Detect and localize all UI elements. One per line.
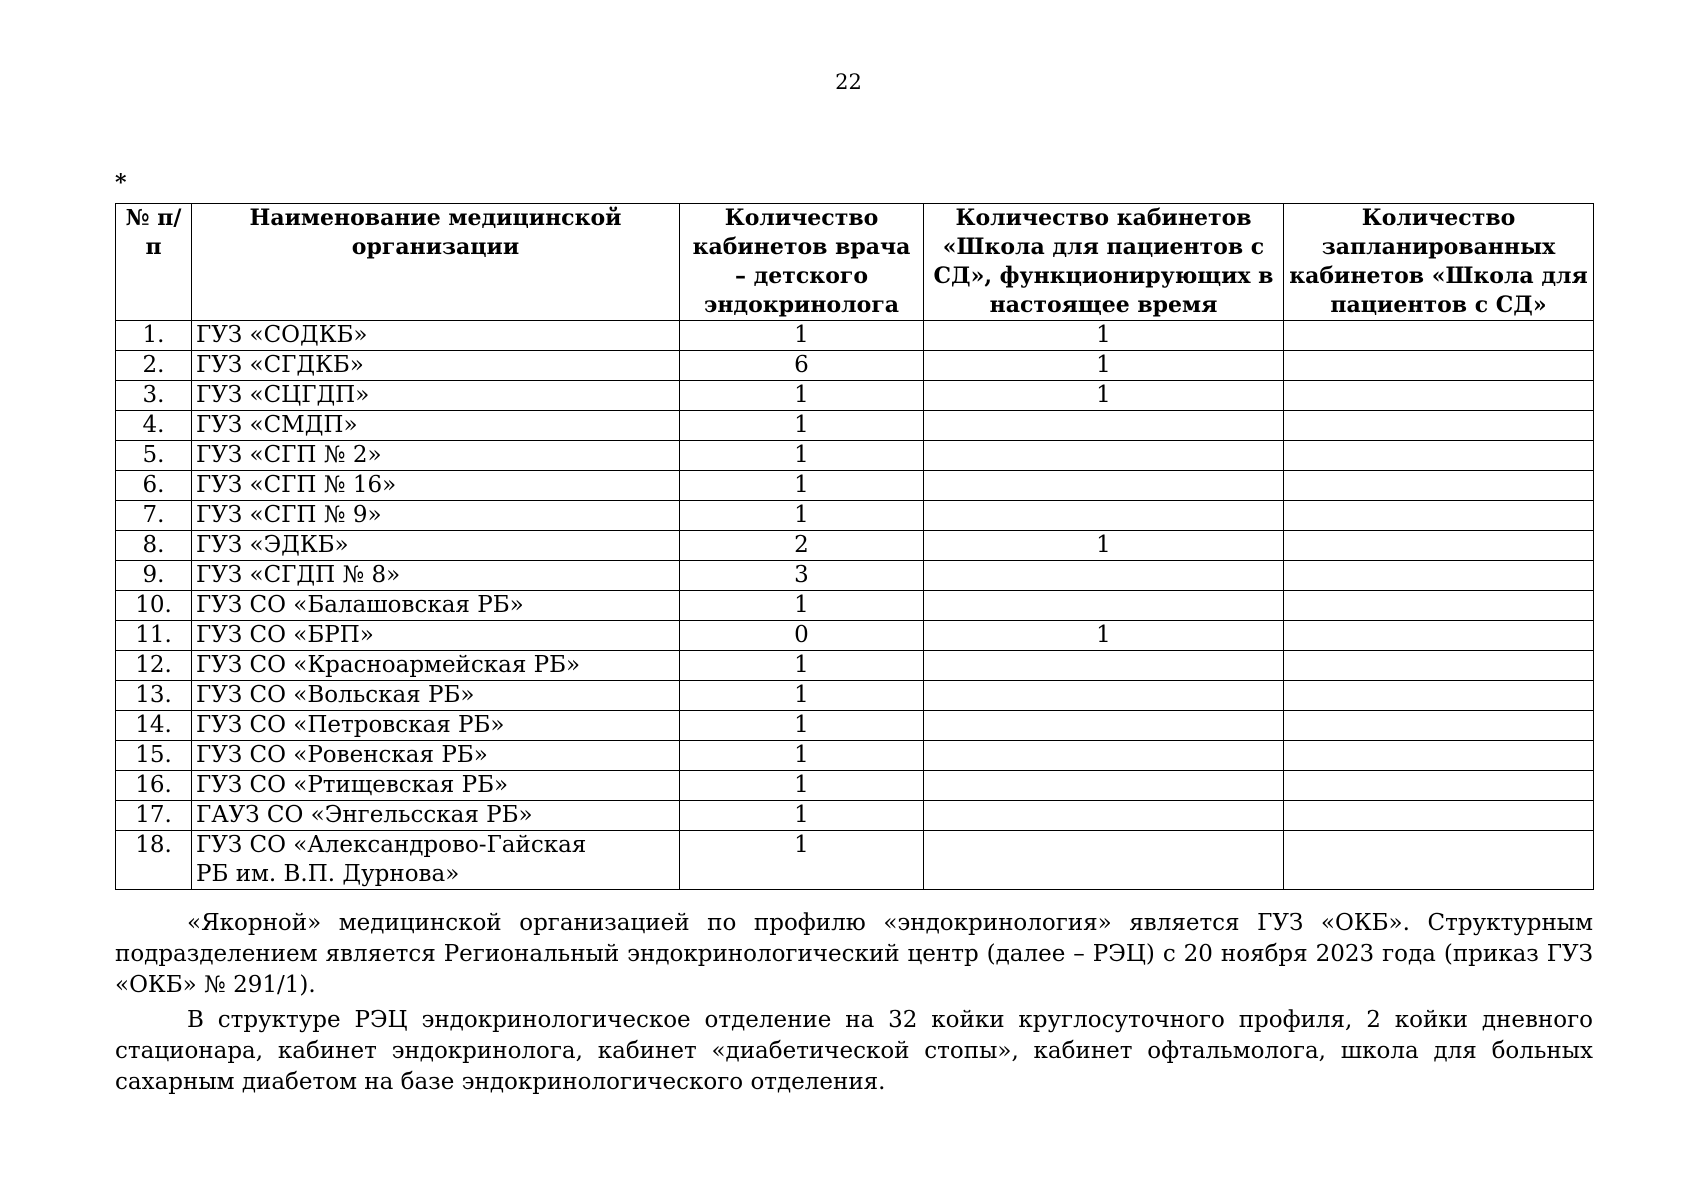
row-number: 3. [116, 381, 192, 411]
organization-name: ГУЗ «СГП № 2» [192, 441, 680, 471]
school-cabinets-planned [1284, 471, 1594, 501]
table-row [116, 501, 1594, 531]
school-cabinets-current [924, 831, 1284, 890]
organization-name: ГУЗ «СГП № 16» [192, 471, 680, 501]
endocrinologist-cabinets: 1 [680, 831, 924, 890]
school-cabinets-planned [1284, 741, 1594, 771]
school-cabinets-planned [1284, 381, 1594, 411]
organization-name: ГУЗ «СГП № 9» [192, 501, 680, 531]
header-school-cabinets-current: Количество кабинетов «Школа для пациентов с СД», функционирующих в настоящее время [924, 204, 1284, 321]
row-number: 13. [116, 681, 192, 711]
organization-name-line: ГУЗ СО «Александрово-Гайская [196, 832, 587, 858]
school-cabinets-planned [1284, 801, 1594, 831]
footnote-mark: * [115, 170, 127, 196]
organization-name: ГУЗ «СГДП № 8» [192, 561, 680, 591]
school-cabinets-current [924, 561, 1284, 591]
organization-name: ГУЗ «СЦГДП» [192, 381, 680, 411]
school-cabinets-current [924, 471, 1284, 501]
school-cabinets-current: 1 [924, 321, 1284, 351]
endocrinologist-cabinets: 1 [680, 651, 924, 681]
school-cabinets-current [924, 651, 1284, 681]
school-cabinets-planned [1284, 531, 1594, 561]
endocrinologist-cabinets: 1 [680, 471, 924, 501]
row-number: 2. [116, 351, 192, 381]
header-school-cabinets-planned: Количество запланированных кабинетов «Школа для пациентов с СД» [1284, 204, 1594, 321]
school-cabinets-current: 1 [924, 531, 1284, 561]
endocrinologist-cabinets: 1 [680, 501, 924, 531]
endocrinologist-cabinets: 1 [680, 741, 924, 771]
endocrinologist-cabinets: 1 [680, 381, 924, 411]
school-cabinets-planned [1284, 651, 1594, 681]
table-row [116, 411, 1594, 441]
school-cabinets-planned [1284, 501, 1594, 531]
school-cabinets-planned [1284, 681, 1594, 711]
row-number: 7. [116, 501, 192, 531]
school-cabinets-planned [1284, 591, 1594, 621]
table-row [116, 741, 1594, 771]
row-number: 17. [116, 801, 192, 831]
organization-name [192, 831, 680, 890]
row-number: 14. [116, 711, 192, 741]
row-number: 8. [116, 531, 192, 561]
endocrinologist-cabinets: 1 [680, 711, 924, 741]
endocrinologist-cabinets: 2 [680, 531, 924, 561]
row-number: 6. [116, 471, 192, 501]
endocrinologist-cabinets: 6 [680, 351, 924, 381]
table-row [116, 681, 1594, 711]
school-cabinets-planned [1284, 321, 1594, 351]
row-number: 12. [116, 651, 192, 681]
endocrinologist-cabinets: 1 [680, 411, 924, 441]
table-row [116, 381, 1594, 411]
endocrinologist-cabinets: 1 [680, 771, 924, 801]
table-row [116, 591, 1594, 621]
school-cabinets-planned [1284, 831, 1594, 890]
table-row [116, 831, 1594, 890]
organization-name: ГУЗ «ЭДКБ» [192, 531, 680, 561]
table-row [116, 801, 1594, 831]
school-cabinets-current [924, 741, 1284, 771]
organization-name: ГУЗ СО «Ровенская РБ» [192, 741, 680, 771]
endocrinologist-cabinets: 3 [680, 561, 924, 591]
header-organization: Наименование медицинской организации [192, 204, 680, 321]
row-number: 1. [116, 321, 192, 351]
row-number: 15. [116, 741, 192, 771]
paragraph: «Якорной» медицинской организацией по профилю «эндокринология» является ГУЗ «ОКБ». Структурным подразделением является Региональный эндокринологический центр (далее – РЭЦ) с 20 ноября 2023 года (приказ ГУЗ «ОКБ» № 291/1). [115, 910, 1593, 998]
table-row [116, 441, 1594, 471]
page-number: 22 [835, 70, 862, 94]
school-cabinets-planned [1284, 411, 1594, 441]
organization-name-line: РБ им. В.П. Дурнова» [196, 861, 460, 887]
table-row [116, 561, 1594, 591]
organization-name: ГУЗ СО «Красноармейская РБ» [192, 651, 680, 681]
school-cabinets-planned [1284, 771, 1594, 801]
endocrinologist-cabinets: 1 [680, 591, 924, 621]
table-row [116, 711, 1594, 741]
organization-name: ГУЗ «СОДКБ» [192, 321, 680, 351]
endocrinologist-cabinets: 1 [680, 681, 924, 711]
table-row [116, 531, 1594, 561]
endocrinologist-cabinets: 1 [680, 801, 924, 831]
header-number: № п/п [116, 204, 192, 321]
body-text [115, 908, 1593, 1102]
school-cabinets-current: 1 [924, 381, 1284, 411]
row-number: 11. [116, 621, 192, 651]
organization-name: ГУЗ СО «Балашовская РБ» [192, 591, 680, 621]
school-cabinets-current: 1 [924, 621, 1284, 651]
table-row [116, 321, 1594, 351]
school-cabinets-current [924, 501, 1284, 531]
school-cabinets-current: 1 [924, 351, 1284, 381]
school-cabinets-planned [1284, 561, 1594, 591]
school-cabinets-current [924, 711, 1284, 741]
table-header-row [116, 204, 1594, 321]
table-row [116, 351, 1594, 381]
organization-name: ГУЗ СО «Вольская РБ» [192, 681, 680, 711]
school-cabinets-current [924, 591, 1284, 621]
organization-name: ГУЗ «СГДКБ» [192, 351, 680, 381]
endocrinologist-cabinets: 1 [680, 321, 924, 351]
row-number: 10. [116, 591, 192, 621]
organization-name: ГУЗ СО «БРП» [192, 621, 680, 651]
row-number: 4. [116, 411, 192, 441]
clinics-table [115, 203, 1594, 890]
school-cabinets-current [924, 801, 1284, 831]
table-row [116, 471, 1594, 501]
organization-name: ГУЗ СО «Ртищевская РБ» [192, 771, 680, 801]
row-number: 18. [116, 831, 192, 890]
school-cabinets-planned [1284, 351, 1594, 381]
paragraph: В структуре РЭЦ эндокринологическое отделение на 32 койки круглосуточного профиля, 2 койки дневного стационара, кабинет эндокринолога, кабинет «диабетической стопы», кабинет офтальмолога, школа для больных сахарным диабетом на базе эндокринологического отделения. [115, 1007, 1593, 1095]
row-number: 9. [116, 561, 192, 591]
header-endocrinologist-cabinets: Количество кабинетов врача – детского эндокринолога [680, 204, 924, 321]
table-row [116, 651, 1594, 681]
school-cabinets-current [924, 771, 1284, 801]
school-cabinets-current [924, 411, 1284, 441]
organization-name: ГУЗ «СМДП» [192, 411, 680, 441]
table-row [116, 771, 1594, 801]
endocrinologist-cabinets: 0 [680, 621, 924, 651]
row-number: 16. [116, 771, 192, 801]
organization-name: ГАУЗ СО «Энгельсская РБ» [192, 801, 680, 831]
row-number: 5. [116, 441, 192, 471]
table-row [116, 621, 1594, 651]
school-cabinets-planned [1284, 621, 1594, 651]
organization-name: ГУЗ СО «Петровская РБ» [192, 711, 680, 741]
school-cabinets-planned [1284, 711, 1594, 741]
school-cabinets-planned [1284, 441, 1594, 471]
school-cabinets-current [924, 681, 1284, 711]
endocrinologist-cabinets: 1 [680, 441, 924, 471]
school-cabinets-current [924, 441, 1284, 471]
